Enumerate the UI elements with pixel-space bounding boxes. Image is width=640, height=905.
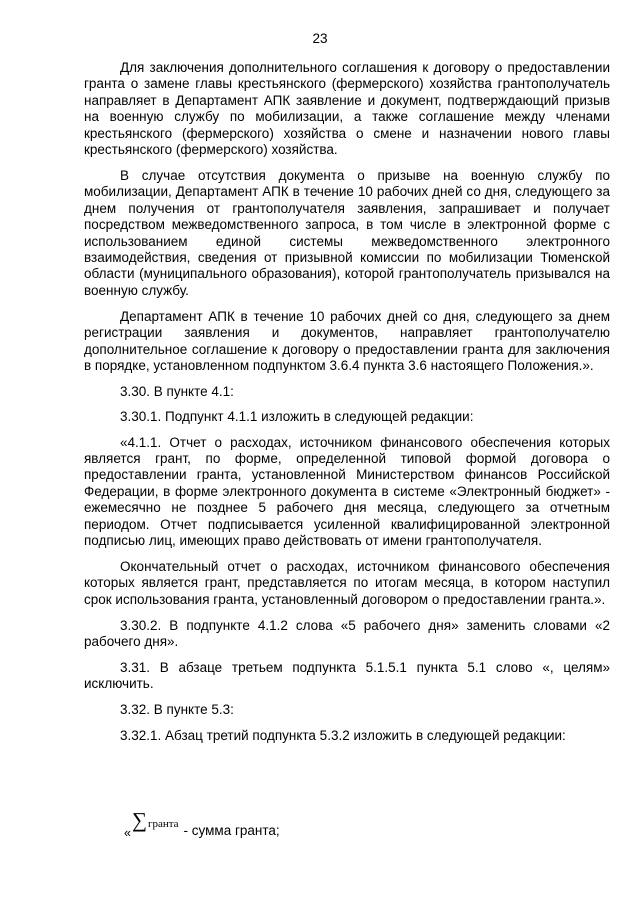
page-number: 23 (312, 31, 328, 46)
paragraph-missing-mobilization-document: В случае отсутствия документа о призыве на военную службу по мобилизации, Департамент АПК в течение 10 рабочих дней со дня, следующего за днем получения от грантополучателя заявления, запрашивает и получает посредством межведомственного запроса, в том числе в электронной форме с использованием единой системы межведомственного электронного взаимодействия, сведения от призывной комиссии по мобилизации Тюменской области (муниципального образования), которой грантополучатель призывался на военную службу. (84, 167, 610, 298)
paragraph-final-report: Окончательный отчет о расходах, источником финансового обеспечения которых является грант, представляется по итогам месяца, в котором наступил срок использования гранта, установленный договором о предоставлении гранта.». (84, 558, 610, 607)
paragraph-item-3-32-1: 3.32.1. Абзац третий подпункта 5.3.2 изложить в следующей редакции: (120, 727, 566, 743)
grant-sum-formula (124, 808, 280, 843)
paragraph-item-3-32: 3.32. В пункте 5.3: (120, 702, 234, 718)
paragraph-additional-agreement-deadline: Департамент АПК в течение 10 рабочих дней со дня, следующего за днем регистрации заявления и документов, направляет грантополучателю дополнительное соглашение к договору о предоставлении гранта для заключения в порядке, установленном подпунктом 3.6.4 пункта 3.6 настоящего Положения.». (84, 308, 610, 373)
paragraph-item-3-31: 3.31. В абзаце третьем подпункта 5.1.5.1 пункта 5.1 слово «, целям» исключить. (84, 660, 610, 692)
paragraph-grant-agreement-replacement: Для заключения дополнительного соглашения к договору о предоставлении гранта о замене главы крестьянского (фермерского) хозяйства грантополучатель направляет в Департамент АПК заявление и документ, подтверждающий призыв на военную службу по мобилизации, а также соглашение между членами крестьянского (фермерского) хозяйства о смене и назначении нового главы крестьянского (фермерского) хозяйства. (84, 60, 610, 158)
paragraph-item-3-30: 3.30. В пункте 4.1: (120, 383, 234, 399)
sigma-symbol: ∑ (131, 808, 147, 832)
paragraph-item-3-30-1: 3.30.1. Подпункт 4.1.1 изложить в следующей редакции: (120, 409, 474, 425)
formula-subscript: гранта (147, 818, 179, 830)
paragraph-report-4-1-1: «4.1.1. Отчет о расходах, источником финансового обеспечения которых является грант, по форме, определенной типовой формой договора о предоставлении гранта, установленной Министерством финансов Российской Федерации, в форме электронного документа в системе «Электронный бюджет» - ежемесячно не позднее 5 рабочего дня месяца, следующего за отчетным периодом. Отчет подписывается усиленной квалифицированной электронной подписью лиц, имеющих право действовать от имени грантополучателя. (84, 434, 610, 549)
document-body (84, 60, 610, 753)
paragraph-item-3-30-2: 3.30.2. В подпункте 4.1.2 слова «5 рабочего дня» заменить словами «2 рабочего дня». (84, 617, 610, 650)
formula-open-quote: « (124, 826, 131, 840)
formula-description: - сумма гранта; (183, 823, 280, 838)
